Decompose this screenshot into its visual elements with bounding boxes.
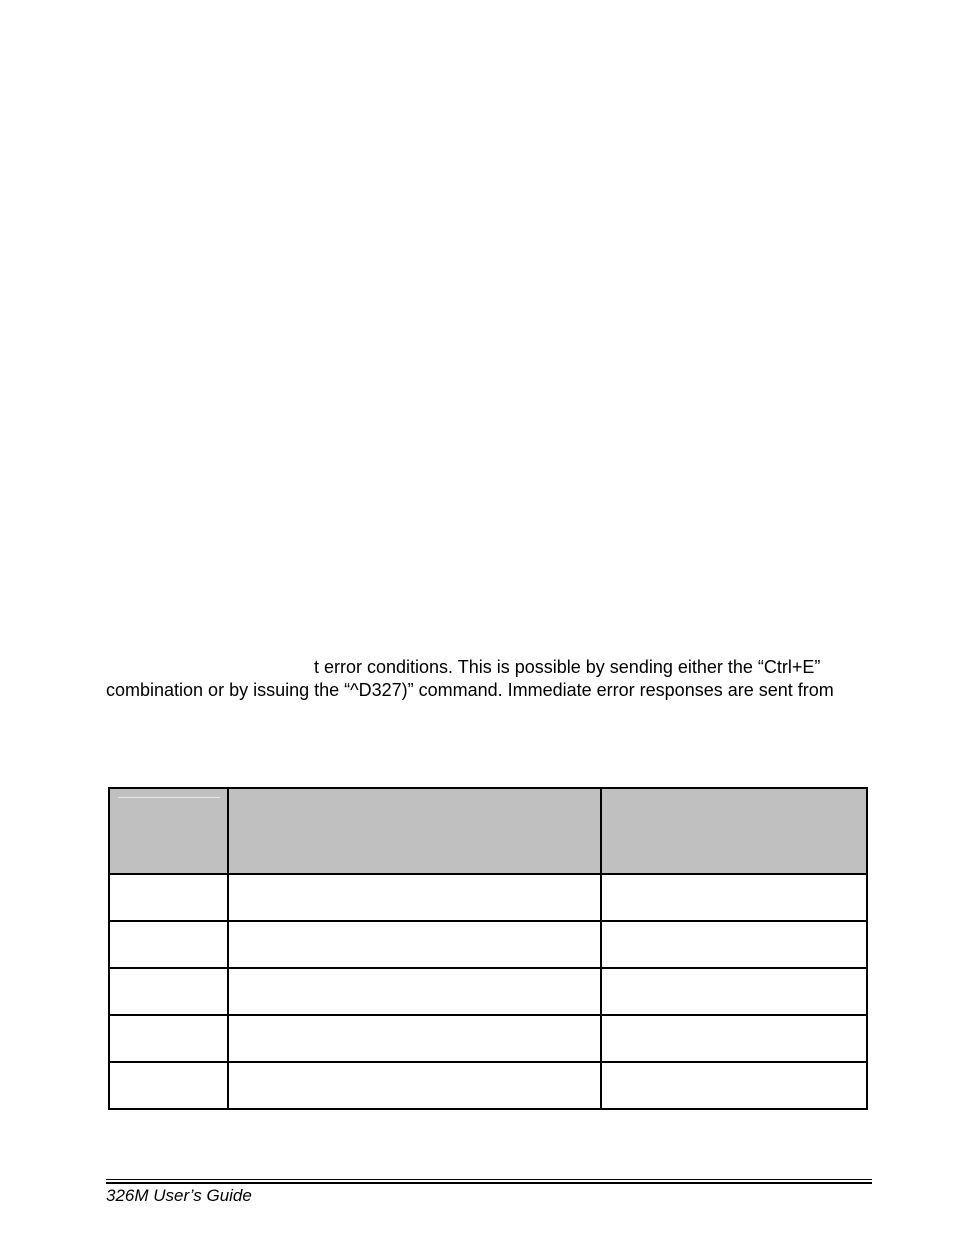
table-header-cell <box>228 788 601 874</box>
table-header-cell <box>601 788 867 874</box>
table-row <box>109 968 867 1015</box>
footer-rule <box>106 1179 872 1180</box>
table-cell <box>109 1015 228 1062</box>
table-cell <box>228 1015 601 1062</box>
table-cell <box>601 1062 867 1109</box>
header-cell-underline <box>118 797 220 798</box>
table-cell <box>601 1015 867 1062</box>
table-header-cell <box>109 788 228 874</box>
error-response-table <box>108 787 868 1110</box>
table-cell <box>228 968 601 1015</box>
body-text-line-2: combination or by issuing the “^D327)” command. Immediate error responses are sent from <box>106 680 834 700</box>
table-cell <box>109 921 228 968</box>
table-cell <box>228 1062 601 1109</box>
table-row <box>109 874 867 921</box>
table-cell <box>601 874 867 921</box>
table-cell <box>601 968 867 1015</box>
table-cell <box>109 968 228 1015</box>
table-row <box>109 1062 867 1109</box>
body-text-line-1: t error conditions. This is possible by sending either the “Ctrl+E” <box>314 657 821 677</box>
table-cell <box>601 921 867 968</box>
table-row <box>109 1015 867 1062</box>
footer-rule <box>106 1182 872 1184</box>
table-cell <box>228 874 601 921</box>
footer-document-title: 326M User’s Guide <box>106 1186 252 1205</box>
table-header-row <box>109 788 867 874</box>
table-cell <box>109 874 228 921</box>
table-cell <box>109 1062 228 1109</box>
table-cell <box>228 921 601 968</box>
table-row <box>109 921 867 968</box>
